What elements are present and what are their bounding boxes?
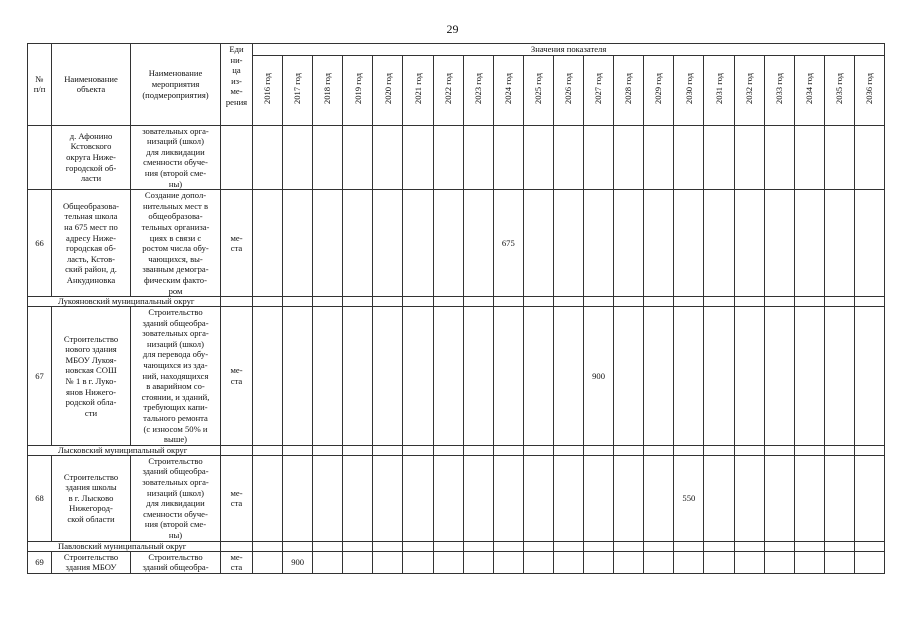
value-cell	[253, 125, 283, 190]
value-cell	[644, 551, 674, 573]
empty-cell	[253, 297, 283, 307]
header-year	[553, 55, 583, 125]
section-title: Павловский муниципальный округ	[28, 541, 221, 551]
empty-cell	[734, 445, 764, 455]
measure-name: Строительство зданий общеобра- зовательных орга- низаций (школ) для перевода обу- чающихся из зда- ний, находящихся в аварийном со- стоянии, и зданий, требующих капи- тального ремонта (с износом 50% и выше)	[131, 307, 221, 446]
value-cell: 900	[283, 551, 313, 573]
empty-cell	[704, 541, 734, 551]
measure-name: Создание допол- нительных мест в общеобразова- тельных организа- циях в связи с ростом числа обу- чающихся, вы- званным демогра- фическим факто- ром	[131, 190, 221, 297]
empty-cell	[433, 541, 463, 551]
value-cell	[343, 551, 373, 573]
header-year	[253, 55, 283, 125]
measure-name: зовательных орга- низаций (школ) для ликвидации сменности обуче- ния (второй сме- ны)	[131, 125, 221, 190]
value-cell	[824, 551, 854, 573]
table-row	[28, 125, 885, 190]
empty-cell	[313, 297, 343, 307]
value-cell	[824, 190, 854, 297]
year-label: 2024 год	[503, 73, 513, 105]
value-cell	[734, 125, 764, 190]
value-cell: 675	[493, 190, 523, 297]
value-cell	[734, 190, 764, 297]
header-year	[493, 55, 523, 125]
value-cell	[584, 125, 614, 190]
object-name: Общеобразова- тельная школа на 675 мест по адресу Ниже- городская об- ласть, Кстов- ский район, д. Анкудиновка	[52, 190, 131, 297]
empty-cell	[553, 541, 583, 551]
value-cell	[614, 551, 644, 573]
value-cell	[794, 307, 824, 446]
value-cell	[343, 307, 373, 446]
indicator-table	[27, 43, 885, 574]
measure-name: Строительство зданий общеобра-	[131, 551, 221, 573]
empty-cell	[764, 541, 794, 551]
value-cell	[824, 455, 854, 541]
year-label: 2031 год	[713, 73, 724, 105]
empty-cell	[614, 445, 644, 455]
year-label: 2033 год	[773, 73, 784, 105]
value-cell	[463, 190, 493, 297]
value-cell	[764, 190, 794, 297]
value-cell	[644, 190, 674, 297]
empty-cell	[343, 445, 373, 455]
object-name: д. Афонино Кстовского округа Ниже- городской об- ласти	[52, 125, 131, 190]
value-cell: 900	[584, 307, 614, 446]
empty-cell	[463, 297, 493, 307]
value-cell	[523, 307, 553, 446]
value-cell	[764, 551, 794, 573]
empty-cell	[854, 541, 884, 551]
empty-cell	[253, 445, 283, 455]
header-year	[283, 55, 313, 125]
value-cell	[674, 551, 704, 573]
unit: ме- ста	[221, 307, 253, 446]
value-cell	[463, 307, 493, 446]
year-label: 2027 год	[593, 73, 604, 105]
value-cell	[403, 455, 433, 541]
empty-cell	[433, 297, 463, 307]
table-row	[28, 455, 885, 541]
empty-cell	[614, 541, 644, 551]
year-label: 2036 год	[864, 73, 875, 105]
header-year	[373, 55, 403, 125]
value-cell: 550	[674, 455, 704, 541]
empty-cell	[493, 445, 523, 455]
year-label: 2026 год	[563, 73, 574, 105]
value-cell	[764, 455, 794, 541]
empty-cell	[734, 297, 764, 307]
year-label: 2019 год	[352, 73, 363, 105]
empty-cell	[283, 297, 313, 307]
empty-cell	[313, 541, 343, 551]
empty-cell	[343, 297, 373, 307]
empty-cell	[343, 541, 373, 551]
header-year	[584, 55, 614, 125]
table-row	[28, 307, 885, 446]
header-year	[794, 55, 824, 125]
value-cell	[283, 125, 313, 190]
value-cell	[553, 190, 583, 297]
value-cell	[824, 307, 854, 446]
value-cell	[704, 455, 734, 541]
section-title: Лукояновский муниципальный округ	[28, 297, 221, 307]
empty-cell	[433, 445, 463, 455]
year-label: 2029 год	[653, 73, 664, 105]
header-year	[523, 55, 553, 125]
empty-cell	[704, 445, 734, 455]
value-cell	[674, 125, 704, 190]
value-cell	[373, 190, 403, 297]
empty-cell	[463, 541, 493, 551]
empty-cell	[794, 541, 824, 551]
value-cell	[854, 125, 884, 190]
value-cell	[433, 190, 463, 297]
value-cell	[493, 551, 523, 573]
header-year	[764, 55, 794, 125]
value-cell	[313, 551, 343, 573]
empty-cell	[674, 541, 704, 551]
value-cell	[854, 551, 884, 573]
value-cell	[403, 307, 433, 446]
row-num: 68	[28, 455, 52, 541]
empty-cell	[553, 445, 583, 455]
value-cell	[463, 551, 493, 573]
value-cell	[283, 190, 313, 297]
value-cell	[523, 551, 553, 573]
value-cell	[644, 125, 674, 190]
value-cell	[463, 455, 493, 541]
value-cell	[253, 307, 283, 446]
value-cell	[644, 307, 674, 446]
unit: ме- ста	[221, 455, 253, 541]
value-cell	[614, 455, 644, 541]
value-cell	[794, 455, 824, 541]
section-row	[28, 445, 885, 455]
header-year	[644, 55, 674, 125]
value-cell	[704, 551, 734, 573]
value-cell	[704, 125, 734, 190]
value-cell	[343, 125, 373, 190]
value-cell	[403, 190, 433, 297]
value-cell	[614, 125, 644, 190]
value-cell	[614, 307, 644, 446]
value-cell	[854, 455, 884, 541]
empty-cell	[523, 541, 553, 551]
empty-cell	[283, 541, 313, 551]
year-label: 2021 год	[412, 73, 423, 105]
empty-cell	[221, 297, 253, 307]
year-label: 2034 год	[803, 73, 814, 105]
empty-cell	[584, 445, 614, 455]
value-cell	[343, 190, 373, 297]
header-year	[734, 55, 764, 125]
empty-cell	[854, 445, 884, 455]
empty-cell	[794, 297, 824, 307]
value-cell	[854, 190, 884, 297]
empty-cell	[824, 445, 854, 455]
year-label: 2022 год	[442, 73, 453, 105]
value-cell	[313, 307, 343, 446]
object-name: Строительство нового здания МБОУ Лукоя- новская СОШ № 1 в г. Луко- янов Нижего- родской обла- сти	[52, 307, 131, 446]
value-cell	[313, 190, 343, 297]
header-year	[313, 55, 343, 125]
empty-cell	[734, 541, 764, 551]
empty-cell	[221, 541, 253, 551]
section-title: Лысковский муниципальный округ	[28, 445, 221, 455]
empty-cell	[764, 445, 794, 455]
value-cell	[854, 307, 884, 446]
value-cell	[403, 551, 433, 573]
value-cell	[373, 125, 403, 190]
empty-cell	[493, 297, 523, 307]
value-cell	[764, 125, 794, 190]
empty-cell	[704, 297, 734, 307]
page-number: 29	[446, 22, 459, 36]
value-cell	[523, 455, 553, 541]
value-cell	[553, 551, 583, 573]
empty-cell	[463, 445, 493, 455]
value-cell	[734, 551, 764, 573]
header-unit: Еди ни- ца из- ме- рения	[221, 44, 253, 126]
table-row	[28, 190, 885, 297]
empty-cell	[614, 297, 644, 307]
year-label: 2025 год	[533, 73, 544, 105]
header-year	[463, 55, 493, 125]
value-cell	[433, 307, 463, 446]
value-cell	[433, 455, 463, 541]
empty-cell	[644, 541, 674, 551]
empty-cell	[854, 297, 884, 307]
value-cell	[674, 307, 704, 446]
unit: ме- ста	[221, 551, 253, 573]
empty-cell	[403, 297, 433, 307]
empty-cell	[373, 297, 403, 307]
year-label: 2018 год	[322, 73, 333, 105]
value-cell	[283, 307, 313, 446]
value-cell	[433, 551, 463, 573]
year-label: 2020 год	[382, 73, 393, 105]
empty-cell	[493, 541, 523, 551]
empty-cell	[283, 445, 313, 455]
header-year	[614, 55, 644, 125]
empty-cell	[221, 445, 253, 455]
row-num: 67	[28, 307, 52, 446]
value-cell	[403, 125, 433, 190]
empty-cell	[373, 541, 403, 551]
value-cell	[734, 307, 764, 446]
header-year	[403, 55, 433, 125]
header-year	[674, 55, 704, 125]
table-row	[28, 551, 885, 573]
year-label: 2030 год	[683, 73, 694, 105]
empty-cell	[824, 297, 854, 307]
empty-cell	[403, 445, 433, 455]
value-cell	[553, 307, 583, 446]
value-cell	[794, 125, 824, 190]
empty-cell	[674, 445, 704, 455]
measure-name: Строительство зданий общеобра- зовательных орга- низаций (школ) для ликвидации сменности обуче- ния (второй сме- ны)	[131, 455, 221, 541]
object-name: Строительство здания МБОУ	[52, 551, 131, 573]
value-cell	[283, 455, 313, 541]
value-cell	[614, 190, 644, 297]
value-cell	[704, 307, 734, 446]
row-num	[28, 125, 52, 190]
value-cell	[553, 125, 583, 190]
value-cell	[373, 455, 403, 541]
value-cell	[584, 551, 614, 573]
header-num: № п/п	[28, 44, 52, 126]
empty-cell	[523, 445, 553, 455]
value-cell	[644, 455, 674, 541]
empty-cell	[553, 297, 583, 307]
header-indicator-values: Значения показателя	[253, 44, 885, 56]
value-cell	[523, 125, 553, 190]
object-name: Строительство здания школы в г. Лысково Нижегород- ской области	[52, 455, 131, 541]
header-year	[343, 55, 373, 125]
empty-cell	[373, 445, 403, 455]
empty-cell	[764, 297, 794, 307]
value-cell	[373, 307, 403, 446]
value-cell	[253, 551, 283, 573]
empty-cell	[313, 445, 343, 455]
value-cell	[493, 455, 523, 541]
header-year	[704, 55, 734, 125]
value-cell	[704, 190, 734, 297]
value-cell	[493, 125, 523, 190]
empty-cell	[824, 541, 854, 551]
value-cell	[493, 307, 523, 446]
year-label: 2032 год	[743, 73, 754, 105]
value-cell	[794, 190, 824, 297]
row-num: 69	[28, 551, 52, 573]
year-label: 2023 год	[472, 73, 483, 105]
header-object-name: Наименование объекта	[52, 44, 131, 126]
year-label: 2016 год	[262, 73, 273, 105]
header-year	[854, 55, 884, 125]
year-label: 2035 год	[834, 73, 845, 105]
empty-cell	[644, 445, 674, 455]
value-cell	[463, 125, 493, 190]
header-year	[433, 55, 463, 125]
section-row	[28, 297, 885, 307]
value-cell	[553, 455, 583, 541]
value-cell	[674, 190, 704, 297]
empty-cell	[403, 541, 433, 551]
empty-cell	[253, 541, 283, 551]
value-cell	[313, 455, 343, 541]
value-cell	[734, 455, 764, 541]
year-label: 2017 год	[292, 73, 303, 105]
value-cell	[433, 125, 463, 190]
value-cell	[343, 455, 373, 541]
empty-cell	[584, 541, 614, 551]
unit: ме- ста	[221, 190, 253, 297]
header-measure-name: Наименование мероприятия (подмероприятия)	[131, 44, 221, 126]
empty-cell	[794, 445, 824, 455]
value-cell	[253, 190, 283, 297]
empty-cell	[674, 297, 704, 307]
value-cell	[373, 551, 403, 573]
row-num: 66	[28, 190, 52, 297]
year-label: 2028 год	[623, 73, 634, 105]
value-cell	[584, 190, 614, 297]
section-row	[28, 541, 885, 551]
value-cell	[824, 125, 854, 190]
empty-cell	[584, 297, 614, 307]
value-cell	[523, 190, 553, 297]
value-cell	[313, 125, 343, 190]
unit	[221, 125, 253, 190]
header-year	[824, 55, 854, 125]
value-cell	[764, 307, 794, 446]
empty-cell	[644, 297, 674, 307]
value-cell	[253, 455, 283, 541]
value-cell	[794, 551, 824, 573]
value-cell	[584, 455, 614, 541]
empty-cell	[523, 297, 553, 307]
